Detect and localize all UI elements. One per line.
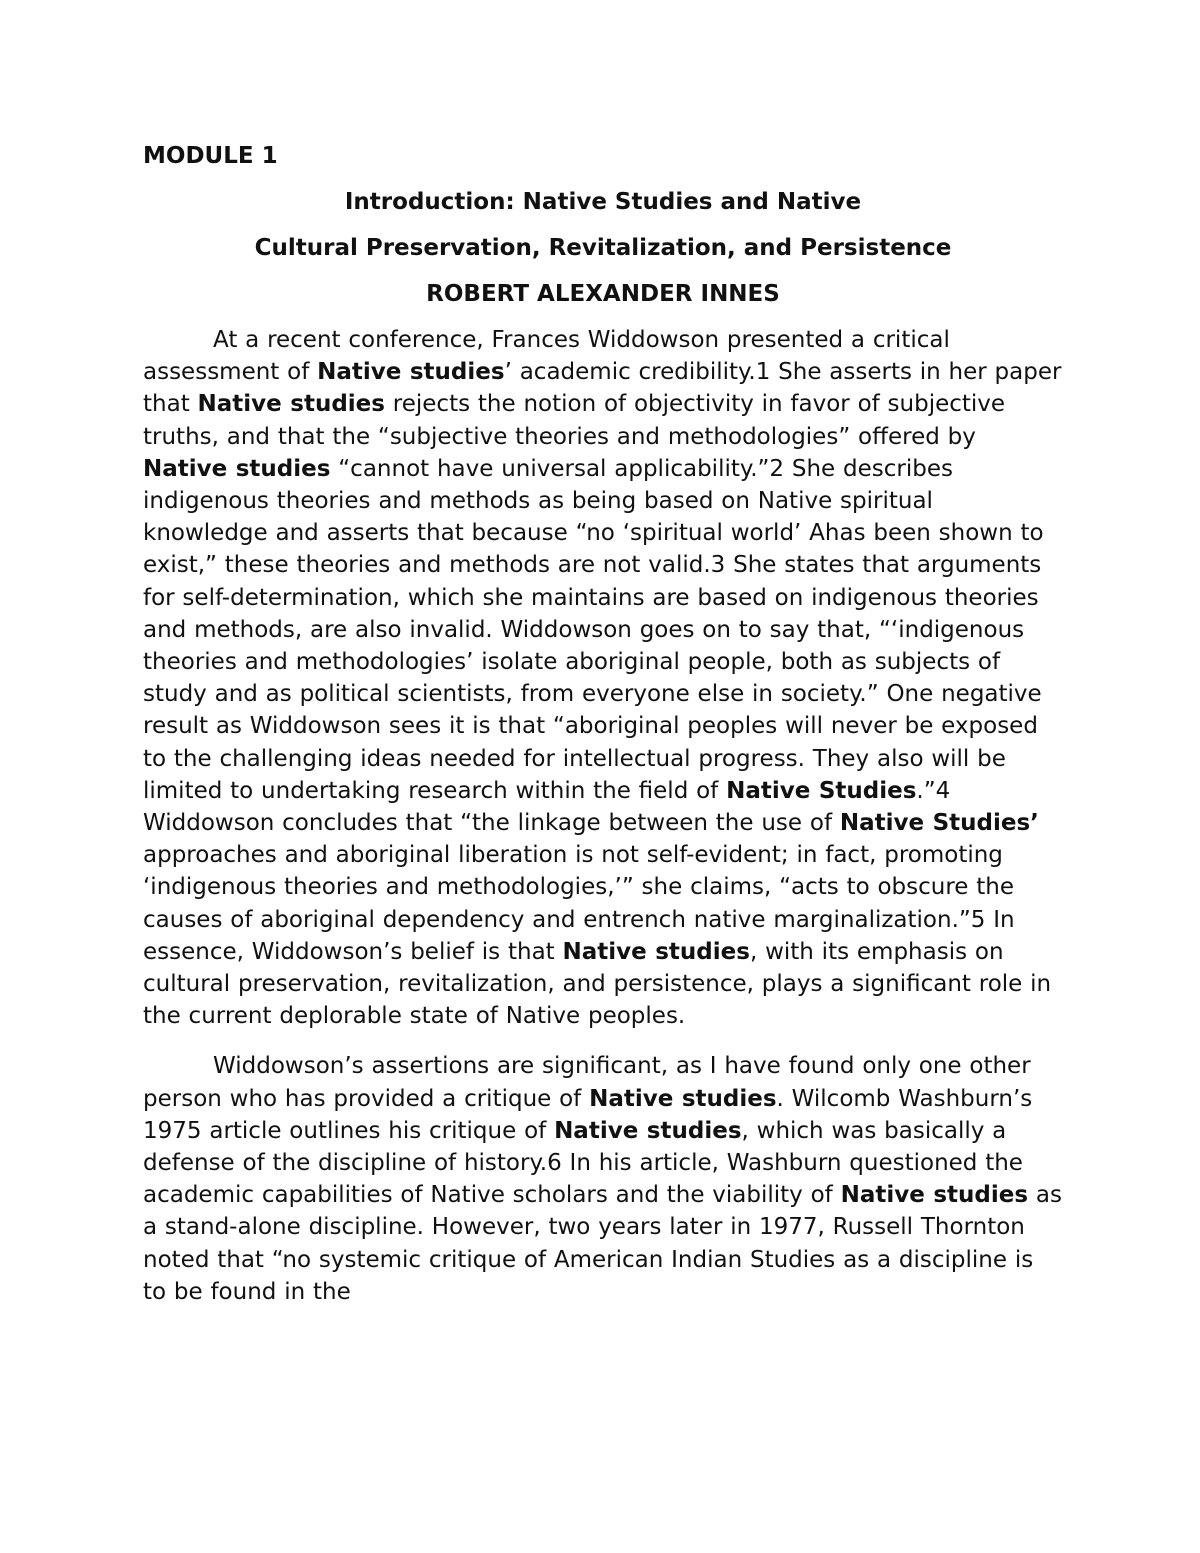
title-line-1: Introduction: Native Studies and Native (344, 189, 862, 215)
text-segment: ’ academic credibility.1 She asserts in her paper that (143, 359, 1062, 418)
text-segment: , which was basically a defense of the discipline of history.6 In his article, Washburn questioned the academic capabilities of Native scholars and the viability of (143, 1117, 1023, 1209)
bold-term: Native studies (317, 359, 505, 386)
bold-term: Native studies (840, 1182, 1029, 1209)
text-segment: “cannot have universal applicability.”2 She describes indigenous theories and methods as being based on Native spiritual knowledge and asserts that because “no ‘spiritual world’ Ahas been shown to exist,” these theories and methods are not valid.3 She states that arguments for self-determination, which she maintains are based on indigenous theories and methods, are also invalid. Widdowson goes on to say that, “‘indigenous theories and methodologies’ isolate aboriginal people, both as subjects of study and as political scientists, from everyone else in society.” One negative result as Widdowson sees it is that “aboriginal peoples will never be exposed to the challenging ideas needed for intellectual progress. They also will be limited to undertaking research within the field of (143, 455, 1044, 804)
bold-term: Native studies (143, 455, 331, 482)
title-line-2: Cultural Preservation, Revitalization, and Persistence (254, 235, 952, 261)
text-segment: , with its emphasis on cultural preservation, revitalization, and persistence, plays a significant role in the current deplorable state of Native peoples. (143, 938, 1052, 1030)
document-page (143, 140, 1063, 1530)
bold-term: Native Studies’ (839, 810, 1039, 837)
text-segment: rejects the notion of objectivity in favor of subjective truths, and that the “subjective theories and methodologies” offered by (143, 391, 1006, 450)
text-segment: approaches and aboriginal liberation is not self-evident; in fact, promoting ‘indigenous theories and methodologies,’” she claims, “acts to obscure the causes of aboriginal dependency and entrench native marginalization.”5 In essence, Widdowson’s belief is that (143, 842, 1015, 965)
bold-term: Native studies (554, 1117, 742, 1144)
bold-term: Native studies (197, 391, 385, 418)
body-text (143, 324, 1063, 1308)
paragraph-2 (143, 1050, 1063, 1308)
module-heading: MODULE 1 (143, 143, 278, 169)
author-name: ROBERT ALEXANDER INNES (426, 281, 780, 307)
text-segment: Widdowson’s assertions are significant, as I have found only one other person who has provided a critique of (143, 1053, 1031, 1112)
bold-term: Native studies (589, 1085, 777, 1112)
text-segment: .”4 Widdowson concludes that “the linkage between the use of (143, 777, 951, 837)
text-segment: . Wilcomb Washburn’s 1975 article outlines his critique of (143, 1085, 1033, 1144)
text-segment: as a stand-alone discipline. However, two years later in 1977, Russell Thornton noted that “no systemic critique of American Indian Studies as a discipline is to be found in the (143, 1182, 1062, 1305)
bold-term: Native studies (562, 938, 750, 965)
paragraph-1 (143, 324, 1063, 1032)
text-segment: At a recent conference, Frances Widdowson presented a critical assessment of (143, 327, 950, 386)
bold-term: Native Studies (726, 777, 917, 804)
